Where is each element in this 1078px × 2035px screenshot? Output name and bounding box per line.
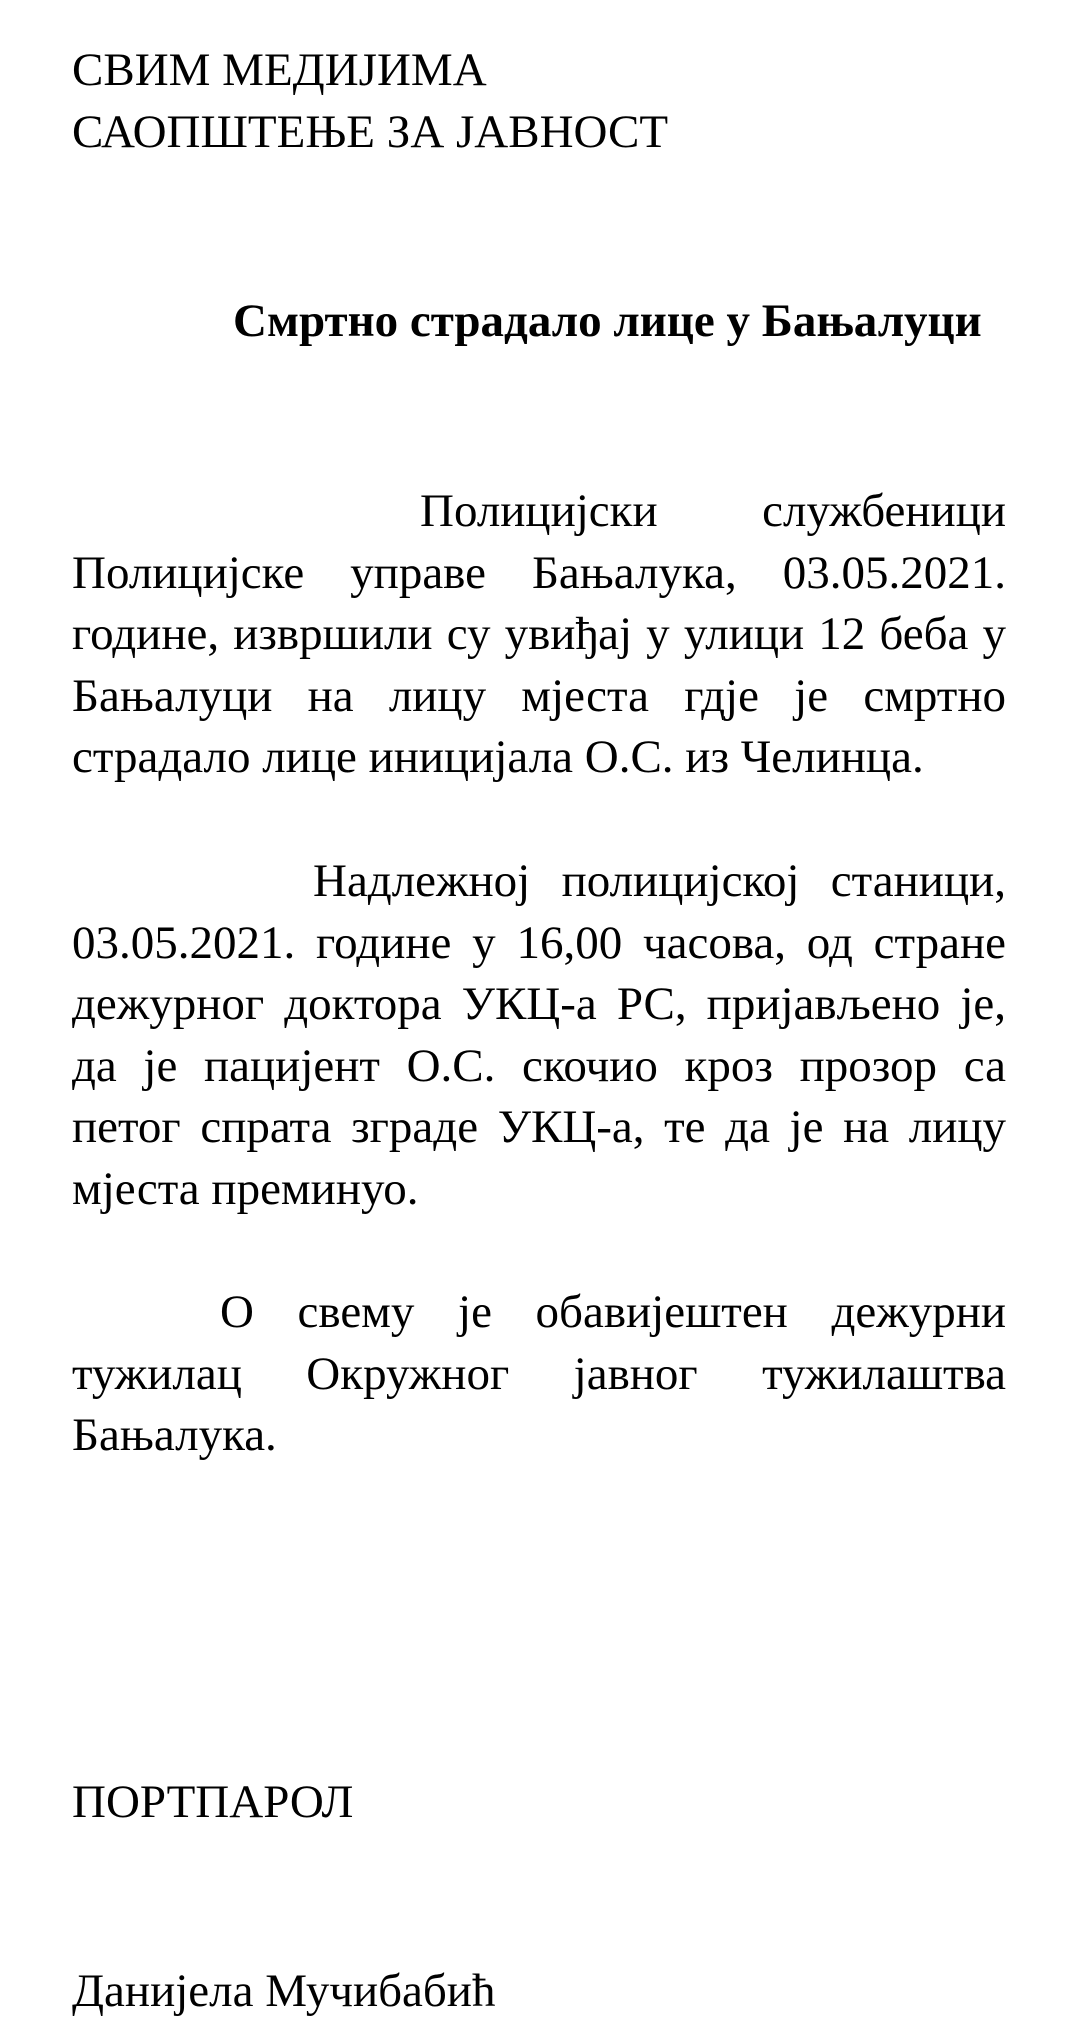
recipient-line: СВИМ МЕДИЈИМА bbox=[72, 44, 487, 96]
signature-title: ПОРТПАРОЛ bbox=[72, 1776, 354, 1828]
body-paragraph-2: Надлежној полицијској станици, 03.05.2021. године у 16,00 часова, од стране дежурног доктора УКЦ-а РС, пријављено је, да је пацијент О.С. скочио кроз прозор са петог спрата зграде УКЦ-а, те да је на лицу мјеста преминуо. bbox=[72, 855, 1006, 1215]
press-release-headline: Смртно страдало лице у Бањалуци bbox=[233, 295, 982, 347]
document-type-line: САОПШТЕЊЕ ЗА ЈАВНОСТ bbox=[72, 106, 669, 158]
body-paragraph-3: О свему је обавијештен дежурни тужилац Окружног јавног тужилаштва Бањалука. bbox=[72, 1286, 1006, 1462]
body-paragraph-1: Полицијски службеници Полицијске управе Бањалука, 03.05.2021. године, извршили су увиђај у улици 12 беба у Бањалуци на лицу мјеста гдје је смртно страдало лице иницијала О.С. из Челинца. bbox=[72, 485, 1006, 784]
signature-name: Данијела Мучибабић bbox=[72, 1965, 496, 2017]
